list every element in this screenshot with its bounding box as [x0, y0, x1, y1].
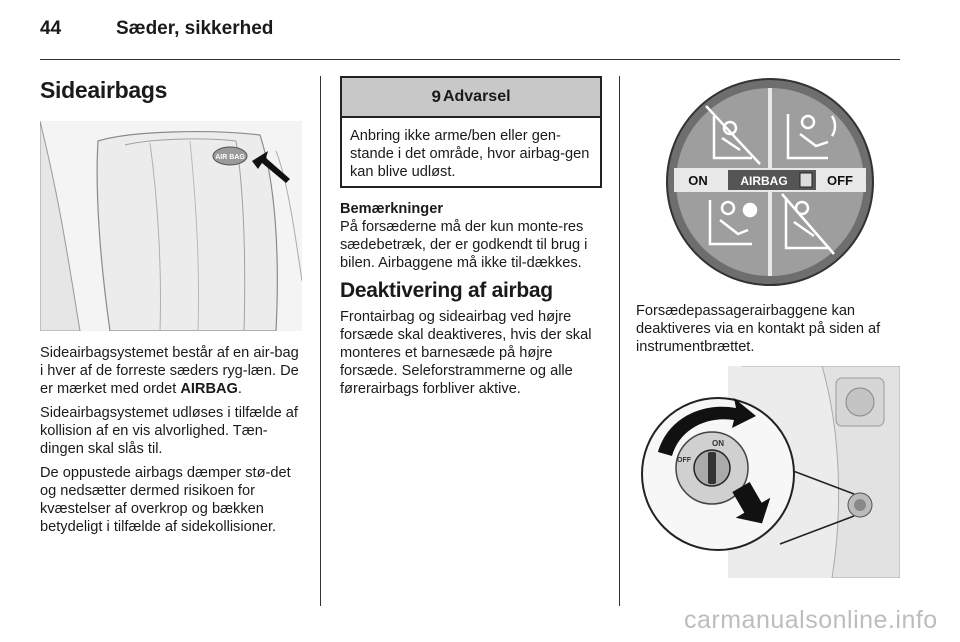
warning-text: Anbring ikke arme/ben eller gen-stande i det område, hvor airbag-gen kan blive udløst.: [350, 128, 590, 180]
disc-off-label: OFF: [827, 173, 853, 188]
section-title-sideairbags: Sideairbags: [40, 77, 168, 103]
section-title-deactivation: Deaktivering af airbag: [340, 279, 553, 302]
page-header: [40, 18, 910, 46]
column-divider-1: [320, 76, 321, 606]
page-number: 44: [40, 18, 62, 39]
switch-drawing: [632, 366, 900, 578]
paragraph-1-text: Sideairbagsystemet består af en air-bag i hver af de forreste sæders ryg-læn. De er mærket med ordet: [40, 345, 299, 397]
col1-text: [40, 344, 302, 536]
warning-box: [340, 76, 602, 188]
paragraph-1: [40, 344, 302, 398]
column-sideairbags: [40, 76, 302, 542]
seat-drawing: [40, 121, 302, 331]
column-warning: [340, 76, 602, 404]
switch-illustration: [632, 366, 900, 578]
switch-caption: Forsædepassagerairbaggene kan deaktiveres via en kontakt på siden af instrumentbrættet.: [636, 303, 881, 355]
notes-text: På forsæderne må der kun monte-res sædebetræk, der er godkendt til brug i bilen. Airbaggene må ikke til-dækkes.: [340, 219, 588, 271]
disc-on-label: ON: [688, 173, 708, 188]
watermark: carmanualsonline.info: [684, 606, 938, 634]
notes-title: Bemærkninger: [340, 201, 443, 217]
deactivation-text: Frontairbag og sideairbag ved højre forsæde skal deaktiveres, hvis der skal monteres et barnesæde på højre forsæde. Seleforstrammerne og alle førerairbags forbliver aktive.: [340, 309, 592, 397]
header-rule: [40, 59, 900, 60]
paragraph-2: Sideairbagsystemet udløses i tilfælde af kollision af en vis alvorlighed. Tæn-dingen skal slås til.: [40, 405, 298, 457]
warning-body: [342, 118, 600, 186]
chapter-title: Sæder, sikkerhed: [116, 18, 274, 39]
warning-header: [342, 78, 600, 118]
paragraph-1-end: .: [237, 381, 242, 397]
airbag-label-text: AIR BAG: [215, 154, 245, 161]
seat-illustration: [40, 121, 302, 331]
switch-off-label: OFF: [677, 457, 691, 464]
warning-title: Advarsel: [442, 88, 511, 105]
airbag-disc-illustration: [636, 76, 904, 294]
warning-icon: 9: [431, 87, 441, 106]
airbag-disc-drawing: [636, 76, 904, 294]
airbag-word: AIRBAG: [180, 381, 238, 397]
paragraph-3: De oppustede airbags dæmper stø-det og nedsætter dermed risikoen for kvæstelser af overkrop og bækken betydeligt i tilfælde af sidekollisioner.: [40, 465, 291, 535]
switch-on-label: ON: [712, 439, 724, 448]
disc-airbag-label: AIRBAG: [740, 174, 788, 188]
column-divider-2: [619, 76, 620, 606]
column-switch: [636, 76, 904, 578]
